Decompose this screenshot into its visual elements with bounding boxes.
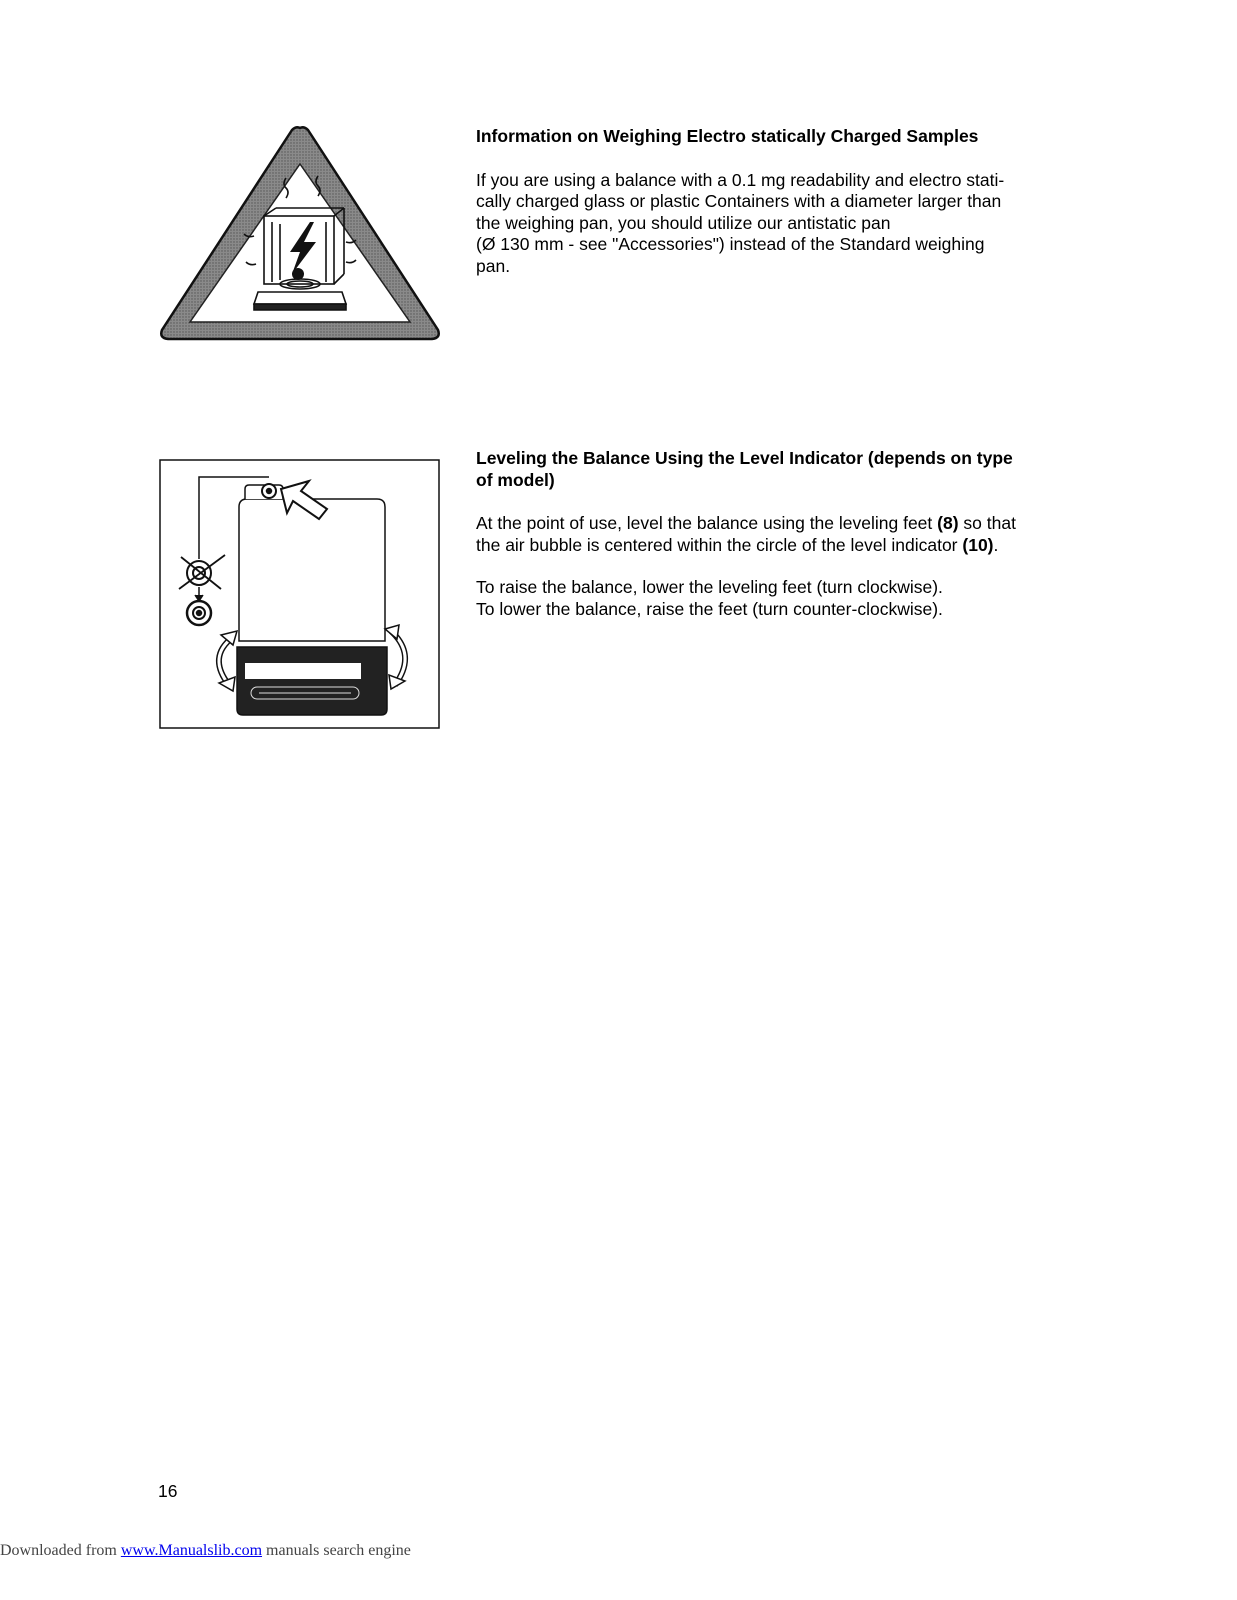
part-ref-10: (10) bbox=[962, 534, 994, 555]
text-run: . bbox=[993, 534, 999, 555]
warning-triangle-icon bbox=[158, 124, 442, 344]
text-run: At the point of use, level the balance using the leveling feet bbox=[476, 513, 938, 533]
section1-line: the weighing pan, you should utilize our antistatic pan bbox=[476, 212, 891, 233]
download-footer bbox=[0, 1542, 411, 1560]
section2-heading bbox=[476, 448, 1066, 491]
section2-para1-line bbox=[476, 535, 1066, 557]
electrostatic-warning-figure bbox=[158, 124, 442, 344]
page-number: 16 bbox=[158, 1481, 178, 1501]
section2-para2-line: To raise the balance, lower the leveling feet (turn clockwise). bbox=[476, 577, 943, 597]
section1-line: pan. bbox=[476, 255, 511, 276]
section1-line: cally charged glass or plastic Containers with a diameter larger than bbox=[476, 191, 1002, 211]
section2-paragraph-2 bbox=[476, 577, 1066, 620]
section2-para1-line bbox=[476, 513, 1066, 535]
balance-level-diagram-icon bbox=[159, 459, 441, 731]
section1-line: If you are using a balance with a 0.1 mg readability and electro stati- bbox=[476, 169, 1005, 190]
section2-heading-line: of model) bbox=[476, 469, 555, 490]
text-run: so that bbox=[958, 513, 1016, 533]
footer-suffix: manuals search engine bbox=[262, 1542, 411, 1559]
manualslib-link[interactable]: www.Manualslib.com bbox=[120, 1542, 263, 1559]
section1-line: (Ø 130 mm - see "Accessories") instead of the Standard weighing bbox=[476, 234, 985, 254]
part-ref-8: (8) bbox=[937, 513, 959, 533]
section2-paragraph-1 bbox=[476, 513, 1066, 556]
section2-text bbox=[476, 448, 1066, 641]
footer-prefix: Downloaded from bbox=[0, 1542, 121, 1559]
section2-para2-line: To lower the balance, raise the feet (turn counter-clockwise). bbox=[476, 598, 943, 619]
section1-paragraph bbox=[476, 170, 1066, 278]
text-run: the air bubble is centered within the circle of the level indicator bbox=[476, 534, 963, 555]
section1-heading: Information on Weighing Electro statically Charged Samples bbox=[476, 126, 979, 146]
section1-text bbox=[476, 126, 1066, 298]
section2-heading-line: Leveling the Balance Using the Level Indicator (depends on type bbox=[476, 448, 1013, 468]
leveling-figure bbox=[159, 459, 441, 731]
